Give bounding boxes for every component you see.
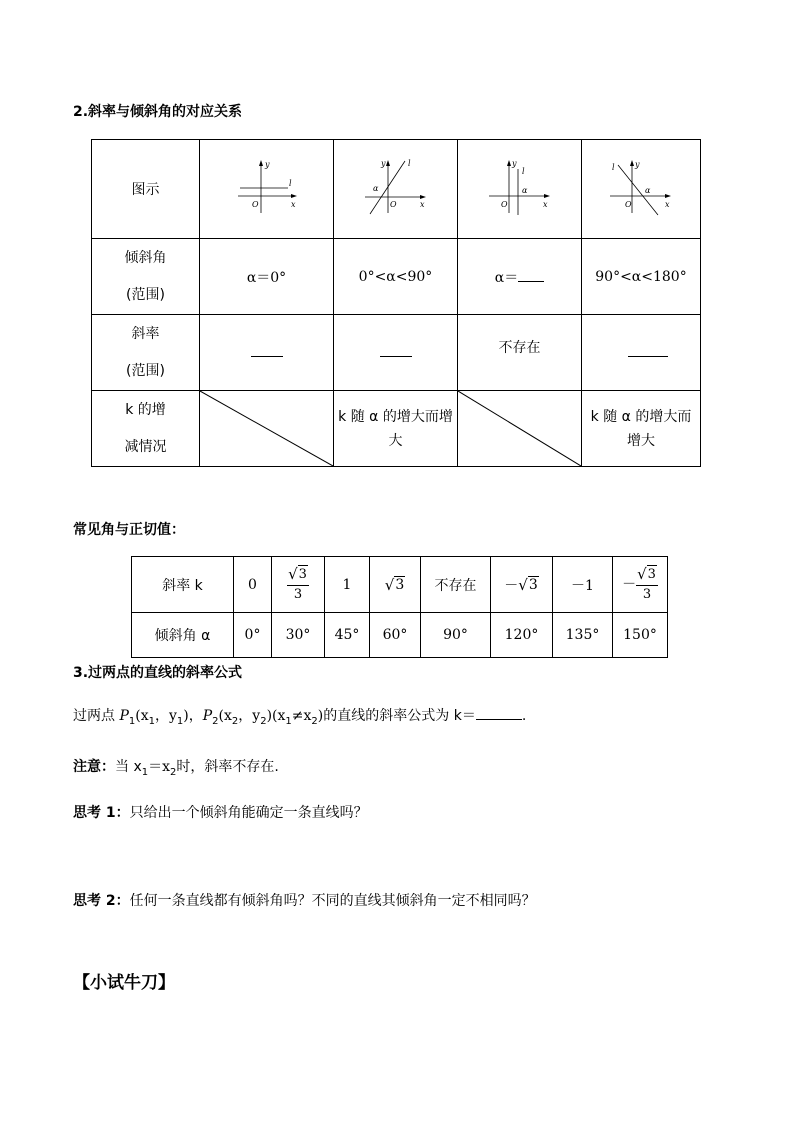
slope-obtuse-blank[interactable] xyxy=(628,356,668,357)
angle-value: 0° xyxy=(234,613,272,658)
trend-vertical xyxy=(458,391,582,467)
acute-line-diagram xyxy=(361,157,431,217)
slope-value-neg-sqrt3-over-3: － √ 3 3 xyxy=(613,557,668,613)
diagram-acute xyxy=(334,140,458,239)
angle-value: 120° xyxy=(491,613,553,658)
slope-acute xyxy=(334,315,458,391)
slope-value-sqrt3: √ 3 xyxy=(370,557,421,613)
svg-text:y: y xyxy=(511,159,517,168)
diagonal-slash xyxy=(200,391,333,466)
thinking-2: 思考 2：任何一条直线都有倾斜角吗？不同的直线其倾斜角一定不相同吗？ xyxy=(73,893,536,909)
slope-value-1: 1 xyxy=(325,557,370,613)
svg-text:l: l xyxy=(612,163,615,172)
row-label-angle: 倾斜角 (范围) xyxy=(92,239,200,315)
angle-value: 135° xyxy=(553,613,613,658)
svg-text:α: α xyxy=(372,184,378,193)
row-label-slope: 斜率 (范围) xyxy=(92,315,200,391)
thinking-1: 思考 1：只给出一个倾斜角能确定一条直线吗？ xyxy=(73,805,368,821)
diagram-vertical xyxy=(458,140,582,239)
angle-value: 150° xyxy=(613,613,668,658)
slope-angle-table xyxy=(91,139,701,467)
diagram-horizontal xyxy=(200,140,334,239)
svg-text:x: x xyxy=(542,200,548,209)
row-label-trend: k 的增 减情况 xyxy=(92,391,200,467)
svg-text:y: y xyxy=(635,160,640,169)
note-line: 注意：当 $x_1=x_2$时，斜率不存在. xyxy=(73,759,279,778)
svg-text:x: x xyxy=(290,200,296,209)
slope-obtuse xyxy=(582,315,701,391)
svg-text:O: O xyxy=(625,200,632,209)
slope-value-neg-sqrt3: － √ 3 xyxy=(491,557,553,613)
formula-blank[interactable] xyxy=(476,719,522,720)
angle-alpha-label: 倾斜角 α xyxy=(132,613,234,658)
common-angles-heading: 常见角与正切值： xyxy=(73,522,185,538)
svg-text:x: x xyxy=(419,200,425,209)
section-2-heading: 2.斜率与倾斜角的对应关系 xyxy=(73,104,243,120)
slope-value-neg-1: －1 xyxy=(553,557,613,613)
slope-formula-line: 过两点 $P_1(x_1$，$y_1$)，$P_2(x_2$，$y_2)(x_1\ne x_2)$的直线的斜率公式为 k＝ . xyxy=(73,708,527,727)
angle-value: 30° xyxy=(272,613,325,658)
section-3-heading: 3.过两点的直线的斜率公式 xyxy=(73,665,243,681)
trial-heading: 【小试牛刀】 xyxy=(73,973,175,993)
slope-horizontal-blank[interactable] xyxy=(251,356,283,357)
svg-text:x: x xyxy=(665,200,670,209)
angle-value: 60° xyxy=(370,613,421,658)
svg-text:O: O xyxy=(251,200,259,209)
slope-value-sqrt3-over-3: √ 3 3 xyxy=(272,557,325,613)
common-angles-table xyxy=(131,556,668,658)
horizontal-line-diagram xyxy=(232,157,302,217)
angle-vertical-blank[interactable] xyxy=(518,281,544,282)
diagram-obtuse xyxy=(582,140,701,239)
angle-vertical: α＝ xyxy=(458,239,582,315)
trend-horizontal xyxy=(200,391,334,467)
diagonal-slash xyxy=(458,391,581,466)
trend-obtuse: k 随 α 的增大而增大 xyxy=(582,391,701,467)
svg-text:O: O xyxy=(389,200,397,209)
angle-obtuse: 90°<α<180° xyxy=(582,239,701,315)
obtuse-line-diagram xyxy=(606,157,676,217)
svg-text:l: l xyxy=(288,179,292,188)
angle-value: 90° xyxy=(421,613,491,658)
slope-value-none: 不存在 xyxy=(421,557,491,613)
svg-text:α: α xyxy=(645,186,651,195)
slope-vertical: 不存在 xyxy=(458,315,582,391)
slope-horizontal xyxy=(200,315,334,391)
trend-acute: k 随 α 的增大而增大 xyxy=(334,391,458,467)
angle-acute: 0°<α<90° xyxy=(334,239,458,315)
svg-text:y: y xyxy=(380,159,386,168)
slope-value-0: 0 xyxy=(234,557,272,613)
vertical-line-diagram xyxy=(485,157,555,217)
angle-value: 45° xyxy=(325,613,370,658)
slope-k-label: 斜率 k xyxy=(132,557,234,613)
slope-acute-blank[interactable] xyxy=(380,356,412,357)
svg-text:O: O xyxy=(500,200,508,209)
svg-text:y: y xyxy=(264,160,270,169)
angle-horizontal: α＝0° xyxy=(200,239,334,315)
svg-text:l: l xyxy=(521,167,525,176)
svg-text:α: α xyxy=(521,186,527,195)
row-label-diagram: 图示 xyxy=(92,140,200,239)
svg-text:l: l xyxy=(407,159,411,168)
